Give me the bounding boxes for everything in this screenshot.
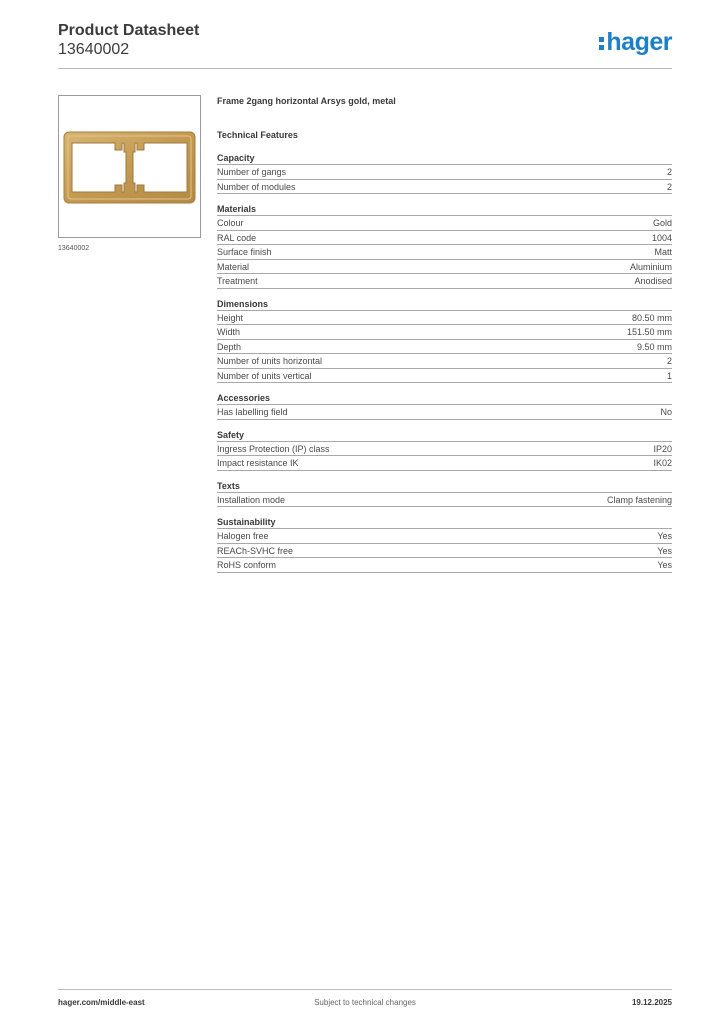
feature-label: Ingress Protection (IP) class — [217, 443, 330, 454]
feature-label: Surface finish — [217, 247, 272, 257]
feature-label: Installation mode — [217, 494, 286, 505]
feature-value: Aluminium — [629, 261, 672, 272]
footer-website: hager.com/middle-east — [58, 998, 145, 1007]
product-image — [58, 95, 201, 238]
feature-value: Clamp fastening — [606, 494, 672, 505]
feature-label: RoHS conform — [217, 560, 277, 570]
frame-2gang-icon — [59, 96, 200, 237]
product-name: Frame 2gang horizontal Arsys gold, metal — [217, 96, 396, 106]
section-accessories — [217, 392, 672, 420]
technical-features-title: Technical Features — [217, 130, 298, 140]
section-title: Capacity — [217, 152, 672, 165]
feature-value: 2 — [666, 356, 672, 366]
hager-logo — [599, 28, 672, 56]
feature-row — [217, 405, 672, 420]
feature-row — [217, 529, 672, 544]
section-title: Dimensions — [217, 298, 672, 311]
feature-row — [217, 180, 672, 195]
feature-label: RAL code — [217, 232, 257, 243]
feature-row — [217, 274, 672, 289]
section-title: Accessories — [217, 392, 672, 405]
feature-row — [217, 325, 672, 340]
feature-row — [217, 260, 672, 275]
feature-row — [217, 216, 672, 231]
feature-label: Width — [217, 327, 241, 337]
section-title: Sustainability — [217, 516, 672, 529]
feature-value: 1004 — [651, 232, 672, 243]
feature-value: 1 — [666, 370, 672, 381]
feature-value: IP20 — [653, 443, 672, 454]
logo-text: hager — [606, 28, 672, 56]
feature-row — [217, 493, 672, 508]
feature-label: Number of units horizontal — [217, 356, 323, 366]
feature-row — [217, 558, 672, 573]
feature-label: Halogen free — [217, 531, 269, 541]
document-title: Product Datasheet — [58, 22, 200, 39]
feature-row — [217, 165, 672, 180]
feature-value: 80.50 mm — [631, 312, 672, 323]
feature-value: 9.50 mm — [636, 341, 672, 352]
feature-row — [217, 442, 672, 457]
feature-label: Depth — [217, 341, 242, 352]
document-number: 13640002 — [58, 41, 130, 58]
feature-row — [217, 354, 672, 369]
feature-value: IK02 — [653, 458, 672, 468]
feature-label: Height — [217, 312, 244, 323]
feature-value: No — [660, 407, 672, 417]
logo-colon-icon — [599, 35, 604, 51]
footer-date: 19.12.2025 — [631, 998, 672, 1007]
feature-label: Has labelling field — [217, 407, 288, 417]
header-divider — [58, 68, 672, 69]
footer-divider — [58, 989, 672, 990]
datasheet-content — [217, 96, 672, 582]
feature-value: Gold — [652, 218, 672, 228]
footer-notice: Subject to technical changes — [314, 998, 416, 1007]
feature-row — [217, 456, 672, 471]
section-safety — [217, 429, 672, 471]
section-texts — [217, 480, 672, 508]
section-title: Safety — [217, 429, 672, 442]
feature-label: REACh-SVHC free — [217, 545, 294, 556]
feature-label: Treatment — [217, 276, 258, 286]
feature-value: 151.50 mm — [626, 327, 672, 337]
feature-value: 2 — [666, 181, 672, 192]
feature-row — [217, 340, 672, 355]
feature-value: Yes — [657, 560, 672, 570]
feature-label: Number of modules — [217, 181, 296, 192]
feature-row — [217, 231, 672, 246]
feature-label: Impact resistance IK — [217, 458, 299, 468]
feature-value: Anodised — [634, 276, 672, 286]
section-sustainability — [217, 516, 672, 573]
feature-row — [217, 245, 672, 260]
feature-label: Material — [217, 261, 250, 272]
feature-row — [217, 311, 672, 326]
feature-row — [217, 369, 672, 384]
section-title: Texts — [217, 480, 672, 493]
feature-value: Matt — [654, 247, 672, 257]
feature-value: 2 — [666, 167, 672, 177]
feature-label: Number of gangs — [217, 167, 287, 177]
feature-label: Colour — [217, 218, 244, 228]
feature-sections — [217, 152, 672, 573]
section-capacity — [217, 152, 672, 194]
feature-value: Yes — [657, 531, 672, 541]
section-materials — [217, 203, 672, 289]
section-title: Materials — [217, 203, 672, 216]
feature-value: Yes — [657, 545, 672, 556]
image-caption: 13640002 — [58, 245, 90, 252]
section-dimensions — [217, 298, 672, 384]
feature-row — [217, 544, 672, 559]
feature-label: Number of units vertical — [217, 370, 312, 381]
page-header — [58, 22, 672, 68]
